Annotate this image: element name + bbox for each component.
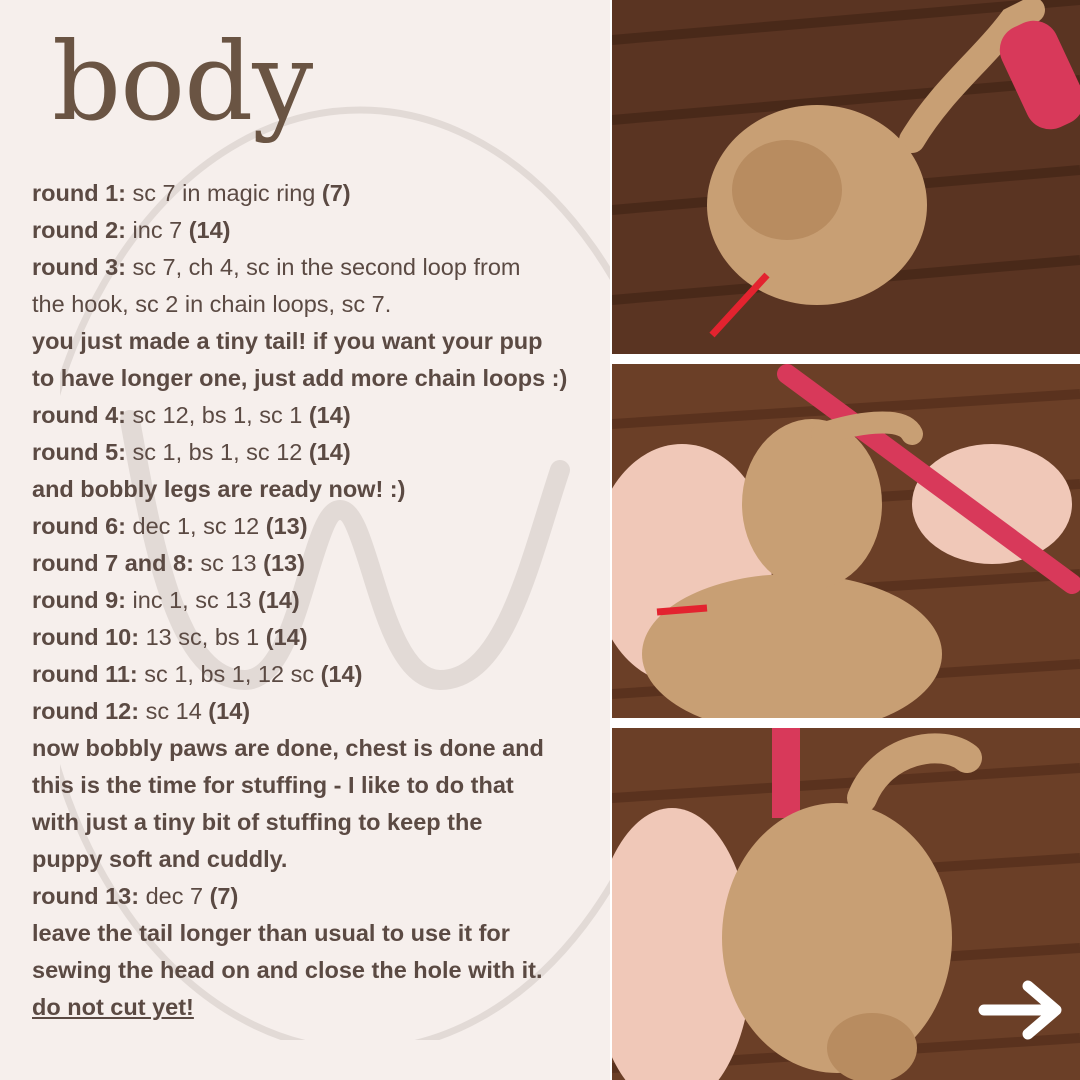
instruction-text: you just made a tiny tail! if you want your pup — [32, 328, 543, 354]
instruction-line — [32, 545, 597, 582]
instruction-text: with just a tiny bit of stuffing to keep the — [32, 809, 483, 835]
photo-tail-step — [612, 0, 1080, 354]
instruction-text: round 10: — [32, 624, 140, 650]
instruction-line — [32, 952, 597, 989]
instruction-text: (14) — [188, 217, 231, 243]
instruction-line — [32, 656, 597, 693]
instruction-line — [32, 989, 597, 1026]
instruction-text: dec 1, sc 12 — [126, 513, 266, 539]
instruction-line — [32, 212, 597, 249]
instruction-line — [32, 582, 597, 619]
instruction-text: sc 1, bs 1, 12 sc — [137, 661, 321, 687]
page-title: body — [52, 20, 313, 145]
instruction-text: (7) — [209, 883, 239, 909]
instruction-text: dec 7 — [139, 883, 210, 909]
instruction-line — [32, 508, 597, 545]
instruction-line — [32, 915, 597, 952]
instruction-line — [32, 804, 597, 841]
instruction-line — [32, 323, 597, 360]
instruction-text: now bobbly paws are done, chest is done and — [32, 735, 544, 761]
instruction-line — [32, 767, 597, 804]
instruction-text: round 2: — [32, 217, 126, 243]
instruction-line — [32, 693, 597, 730]
instruction-text: leave the tail longer than usual to use it for — [32, 920, 510, 946]
instruction-text: inc 7 — [126, 217, 189, 243]
instruction-line — [32, 619, 597, 656]
instruction-line — [32, 730, 597, 767]
instruction-text: (14) — [308, 439, 351, 465]
instruction-text: round 5: — [32, 439, 126, 465]
instruction-text: and bobbly legs are ready now! :) — [32, 476, 406, 502]
instruction-line — [32, 175, 597, 212]
instruction-text: sc 12, bs 1, sc 1 — [126, 402, 309, 428]
instruction-text: (14) — [320, 661, 363, 687]
photo-column — [610, 0, 1080, 1080]
instruction-text: sewing the head on and close the hole with it. — [32, 957, 543, 983]
instruction-text: round 4: — [32, 402, 126, 428]
instruction-text: do not cut yet! — [32, 994, 194, 1020]
instruction-text: round 1: — [32, 180, 126, 206]
arrow-right-icon[interactable] — [978, 980, 1068, 1040]
instruction-text: round 6: — [32, 513, 126, 539]
instruction-text: inc 1, sc 13 — [126, 587, 258, 613]
instruction-text: sc 7 in magic ring — [126, 180, 322, 206]
instruction-line — [32, 397, 597, 434]
instruction-text: round 7 and 8: — [32, 550, 194, 576]
instruction-text: sc 7, ch 4, sc in the second loop from — [126, 254, 521, 280]
instruction-text: puppy soft and cuddly. — [32, 846, 288, 872]
instruction-text: round 3: — [32, 254, 126, 280]
instruction-text: sc 13 — [193, 550, 264, 576]
instruction-text: round 9: — [32, 587, 126, 613]
photo-legs-step — [612, 364, 1080, 718]
instruction-text: 13 sc, bs 1 — [139, 624, 266, 650]
instruction-line — [32, 878, 597, 915]
instruction-text: (14) — [265, 624, 308, 650]
instruction-line — [32, 471, 597, 508]
instruction-line — [32, 286, 597, 323]
instruction-text: (14) — [257, 587, 300, 613]
instruction-text: (14) — [208, 698, 251, 724]
instruction-list — [32, 175, 597, 1026]
instruction-line — [32, 434, 597, 471]
instruction-text: (13) — [263, 550, 305, 576]
instruction-text: (13) — [265, 513, 308, 539]
instruction-text: round 11: — [32, 661, 138, 687]
instruction-text: (14) — [308, 402, 351, 428]
instruction-line — [32, 360, 597, 397]
instruction-text: this is the time for stuffing - I like to do that — [32, 772, 514, 798]
instruction-text: the hook, sc 2 in chain loops, sc 7. — [32, 291, 392, 317]
instruction-text: sc 14 — [139, 698, 209, 724]
instruction-text: sc 1, bs 1, sc 12 — [126, 439, 309, 465]
instruction-line — [32, 249, 597, 286]
instruction-text: round 13: — [32, 883, 140, 909]
instruction-text: round 12: — [32, 698, 140, 724]
instruction-text: (7) — [321, 180, 351, 206]
instruction-text: to have longer one, just add more chain loops :) — [32, 365, 568, 391]
instruction-line — [32, 841, 597, 878]
